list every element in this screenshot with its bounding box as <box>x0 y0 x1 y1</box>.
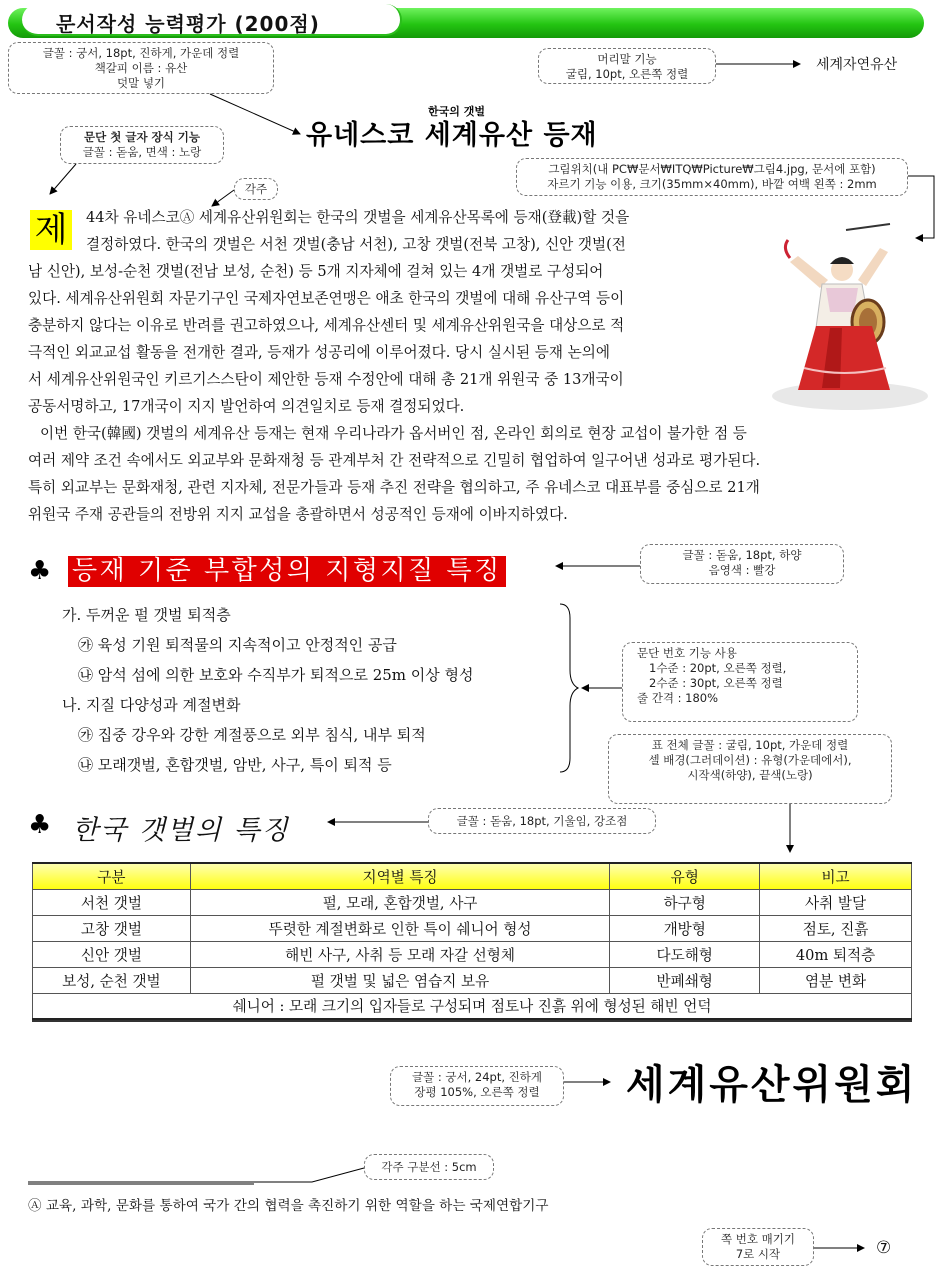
table-header-cell: 구분 <box>33 863 191 889</box>
list-item-level2: ㉯ 암석 섬에 의한 보호와 수직부가 퇴적으로 25m 이상 형성 <box>78 666 474 684</box>
club-bullet-1: ♣ <box>28 556 52 586</box>
table-cell: 사취 발달 <box>760 889 912 915</box>
list-item-level2: ㉮ 집중 강우와 강한 계절풍으로 외부 침식, 내부 퇴적 <box>78 726 426 744</box>
table-cell: 고창 갯벌 <box>33 915 191 941</box>
paragraph-1-body: 남 신안), 보성-순천 갯벌(전남 보성, 순천) 등 5개 지자체에 걸쳐 있는 4개 갯벌로 구성되어 있다. 세계유산위원회 자문기구인 국제자연보존연맹은 애초 한국의 갯벌에 대해 유산구역 등이 충분하지 않다는 이유로 반려를 권고하였으나, 세계유산센터 및 세계유산위원국을 대상으로 적 극적인 외교교섭 활동을 전개한 결과, 등재가 성공리에 이루어졌다. 당시 실시된 등재 논의에 서 세계유산위원국인 키르기스스탄이 제안한 등재 수정안에 대해 총 21개 위원국 중 13개국이 공동서명하고, 17개국이 지지 발언하여 의견일치로 등재 결정되었다. <box>28 263 625 415</box>
note-page-numbering: 쪽 번호 매기기 7로 시작 <box>702 1228 814 1266</box>
note-signature-font: 글꼴 : 궁서, 24pt, 진하게 장평 105%, 오른쪽 정렬 <box>390 1066 564 1106</box>
table-cell: 반폐쇄형 <box>610 967 760 993</box>
table-header-cell: 비고 <box>760 863 912 889</box>
note-footnote-mark: 각주 <box>234 178 278 200</box>
table-row <box>33 915 912 941</box>
table-footer-cell: 쉐니어 : 모래 크기의 입자들로 구성되며 점토나 진흙 위에 형성된 해빈 언덕 <box>33 993 912 1019</box>
table-cell: 해빈 사구, 사취 등 모래 자갈 선형체 <box>190 941 609 967</box>
table-bottom-rule <box>32 1020 912 1022</box>
table-row <box>33 941 912 967</box>
table-header-cell: 유형 <box>610 863 760 889</box>
table-header-cell: 지역별 특징 <box>190 863 609 889</box>
signature: 세계유산위원회 <box>626 1061 918 1108</box>
section1-title: 등재 기준 부합성의 지형지질 특징 <box>68 556 506 587</box>
section2-title: 한국 갯벌의 특징 <box>72 815 290 846</box>
dancer-drum-illustration <box>750 218 928 416</box>
tidal-flat-table <box>32 862 912 1020</box>
note-table-style: 표 전체 글꼴 : 굴림, 10pt, 가운데 정렬 셀 배경(그러데이션) : 유형(가운데에서), 시작색(하양), 끝색(노랑) <box>608 734 892 804</box>
header-bar <box>8 4 924 38</box>
header-title: 문서작성 능력평가 (200점) <box>56 12 320 36</box>
list-brace <box>560 604 578 772</box>
table-cell: 점토, 진흙 <box>760 915 912 941</box>
list-item-level2: ㉮ 육성 기원 퇴적물의 지속적이고 안정적인 공급 <box>78 636 397 654</box>
main-title: 유네스코 세계유산 등재 <box>306 120 598 151</box>
table-footer-row <box>33 993 912 1019</box>
table-cell: 염분 변화 <box>760 967 912 993</box>
note-section1-font: 글꼴 : 돋움, 18pt, 하양 음영색 : 빨강 <box>640 544 844 584</box>
table-cell: 펄 갯벌 및 넓은 염습지 보유 <box>190 967 609 993</box>
table-cell: 40m 퇴적층 <box>760 941 912 967</box>
paragraph-2: 이번 한국(韓國) 갯벌의 세계유산 등재는 현재 우리나라가 옵서버인 점, 온라인 회의로 현장 교섭이 불가한 점 등 여러 제약 조건 속에서도 외교부와 문화재청 등 관계부처 간 전략적으로 긴밀히 협업하여 일구어낸 성과로 평가된다. 특히 외교부는 문화재청, 관련 지자체, 전문가들과 등재 추진 전략을 협의하고, 주 유네스코 대표부를 중심으로 21개 위원국 주재 공관들의 전방위 지지 교섭을 총괄하면서 성공적인 등재에 이바지하였다. <box>28 425 761 523</box>
table-cell: 뚜렷한 계절변화로 인한 특이 쉐니어 형성 <box>190 915 609 941</box>
note-dropcap: 문단 첫 글자 장식 기능 글꼴 : 돋움, 면색 : 노랑 <box>60 126 224 164</box>
note-picture: 그림위치(내 PC₩문서₩ITQ₩Picture₩그림4.jpg, 문서에 포함) 자르기 기능 이용, 크기(35mm×40mm), 바깥 여백 왼쪽 : 2mm <box>516 158 908 196</box>
running-head: 세계자연유산 <box>816 57 898 73</box>
table-cell: 신안 갯벌 <box>33 941 191 967</box>
note-numbering: 문단 번호 기능 사용 1수준 : 20pt, 오른쪽 정렬, 2수준 : 30pt, 오른쪽 정렬 줄 간격 : 180% <box>622 642 858 722</box>
table-header-row <box>33 863 912 889</box>
arrow-title-font <box>210 94 300 134</box>
title-ruby: 한국의 갯벌 <box>428 105 485 118</box>
table-cell: 펄, 모래, 혼합갯벌, 사구 <box>190 889 609 915</box>
list-item-level1: 가. 두꺼운 펄 갯벌 퇴적층 <box>62 606 231 624</box>
footnote-text: Ⓐ 교육, 과학, 문화를 통하여 국가 간의 협력을 촉진하기 위한 역할을 하는 국제연합기구 <box>28 1198 549 1214</box>
table-cell: 하구형 <box>610 889 760 915</box>
note-section2-font: 글꼴 : 돋움, 18pt, 기울임, 강조점 <box>428 808 656 834</box>
note-header-function: 머리말 기능 굴림, 10pt, 오른쪽 정렬 <box>538 48 716 84</box>
table-cell: 개방형 <box>610 915 760 941</box>
list-item-level1: 나. 지질 다양성과 계절변화 <box>62 696 241 714</box>
table-cell: 다도해형 <box>610 941 760 967</box>
arrow-dropcap <box>50 164 76 194</box>
table-row <box>33 967 912 993</box>
table-row <box>33 889 912 915</box>
drop-cap: 제 <box>30 210 72 250</box>
note-title-font: 글꼴 : 궁서, 18pt, 진하게, 가운데 정렬 책갈피 이름 : 유산 덧말 넣기 <box>8 42 274 94</box>
connector-footnote-line <box>28 1168 364 1182</box>
page-number: ⑦ <box>876 1238 892 1258</box>
club-bullet-2: ♣ <box>28 810 52 840</box>
list-item-level2: ㉯ 모래갯벌, 혼합갯벌, 암반, 사구, 특이 퇴적 등 <box>78 756 392 774</box>
table-cell: 보성, 순천 갯벌 <box>33 967 191 993</box>
note-footnote-line: 각주 구분선 : 5cm <box>364 1154 494 1180</box>
document-title <box>306 105 598 152</box>
table-cell: 서천 갯벌 <box>33 889 191 915</box>
paragraph-1-head: 44차 유네스코Ⓐ 세계유산위원회는 한국의 갯벌을 세계유산목록에 등재(登載)할 것을 결정하였다. 한국의 갯벌은 서천 갯벌(충남 서천), 고창 갯벌(전북 고창), 신안 갯벌(전 <box>86 209 630 253</box>
